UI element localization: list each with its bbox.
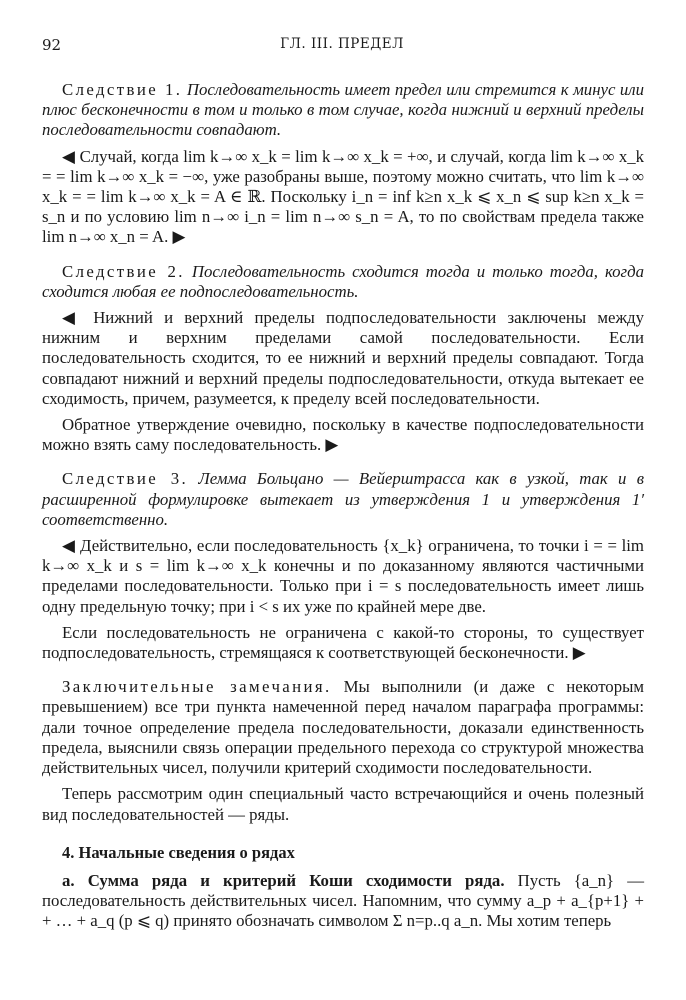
closing-next: Теперь рассмотрим один специальный часто встречающийся и очень полезный вид последовательностей — ряды.	[42, 784, 644, 824]
corollary-3-proof-p1: ◀ Действительно, если последовательность {x_k} ограничена, то точки i = = lim k→∞ x_k и s = lim k→∞ x_k конечны и по доказанному являются частичными пределами последовательности. Только при i = s последовательность имеет лишь одну предельную точку; при i < s их уже по крайней мере две.	[42, 536, 644, 616]
page-body	[42, 80, 644, 938]
corollary-1-label: Следствие 1.	[62, 80, 183, 99]
corollary-3-text: Лемма Больцано — Вейерштрасса как в узкой, так и в расширенной формулировке вытекает из утверждения 1 и утверждения 1′ соответственно.	[42, 469, 644, 529]
corollary-2-text: Последовательность сходится тогда и только тогда, когда сходится любая ее подпоследовательность.	[42, 261, 644, 301]
closing-remarks-label: Заключительные замечания.	[62, 677, 332, 697]
corollary-2-label: Следствие 2.	[62, 261, 185, 281]
corollary-2-statement	[42, 262, 644, 302]
corollary-1-statement	[42, 80, 644, 141]
running-header	[42, 36, 642, 56]
corollary-1-proof: ◀ Случай, когда lim k→∞ x_k = lim k→∞ x_k = +∞, и случай, когда lim k→∞ x_k = = lim k→∞ x_k = −∞, уже разобраны выше, поэтому можно считать, что lim k→∞ x_k = = lim k→∞ x_k = A ∈ ℝ. Поскольку i_n = inf k≥n x_k ⩽ x_n ⩽ sup k≥n x_k = s_n и по условию lim n→∞ i_n = lim n→∞ s_n = A, то по свойствам предела также lim n→∞ x_n = A. ▶	[42, 146, 644, 247]
corollary-2-proof-p1: ◀ Нижний и верхний пределы подпоследовательности заключены между нижним и верхним пределами самой последовательности. Если последовательность сходится, то ее нижний и верхний пределы совпадают. Тогда совпадают нижний и верхний пределы подпоследовательности, откуда вытекает ее сходимость, причем, разумеется, к пределу всей последовательности.	[42, 308, 644, 408]
section-4-heading: 4. Начальные сведения о рядах	[62, 842, 295, 862]
page-number: 92	[42, 36, 62, 54]
section-4-paragraph	[42, 871, 644, 932]
section-4-subheading: a. Сумма ряда и критерий Коши сходимости ряда.	[62, 870, 505, 890]
corollary-3-statement	[42, 469, 644, 530]
closing-remarks-text: Мы выполнили (и даже с некоторым превышением) все три пункта намеченной перед началом параграфа программы: дали точное определение предела последовательности, доказали единственность предела, выяснили связь операции предельного перехода со структурой множества действительных чисел, получили критерий сходимости последовательности.	[42, 677, 644, 778]
section-4-text: Пусть {a_n} — последовательность действительных чисел. Напомним, что сумму a_p + a_{p+1} + + … + a_q (p ⩽ q) принято обозначать символом Σ n=p..q a_n. Мы хотим теперь	[42, 870, 644, 931]
corollary-3-proof-p2: Если последовательность не ограничена с какой-то стороны, то существует подпоследовательность, стремящаяся к соответствующей бесконечности. ▶	[42, 622, 644, 663]
corollary-3-label: Следствие 3.	[62, 469, 189, 489]
closing-remarks	[42, 677, 644, 778]
corollary-2-proof-p2: Обратное утверждение очевидно, поскольку в качестве подпоследовательности можно взять саму последовательность. ▶	[42, 415, 644, 455]
chapter-title: ГЛ. III. ПРЕДЕЛ	[280, 36, 404, 52]
corollary-1-text: Последовательность имеет предел или стремится к минус или плюс бесконечности в том и только в том случае, когда нижний и верхний пределы последовательности совпадают.	[42, 80, 644, 140]
